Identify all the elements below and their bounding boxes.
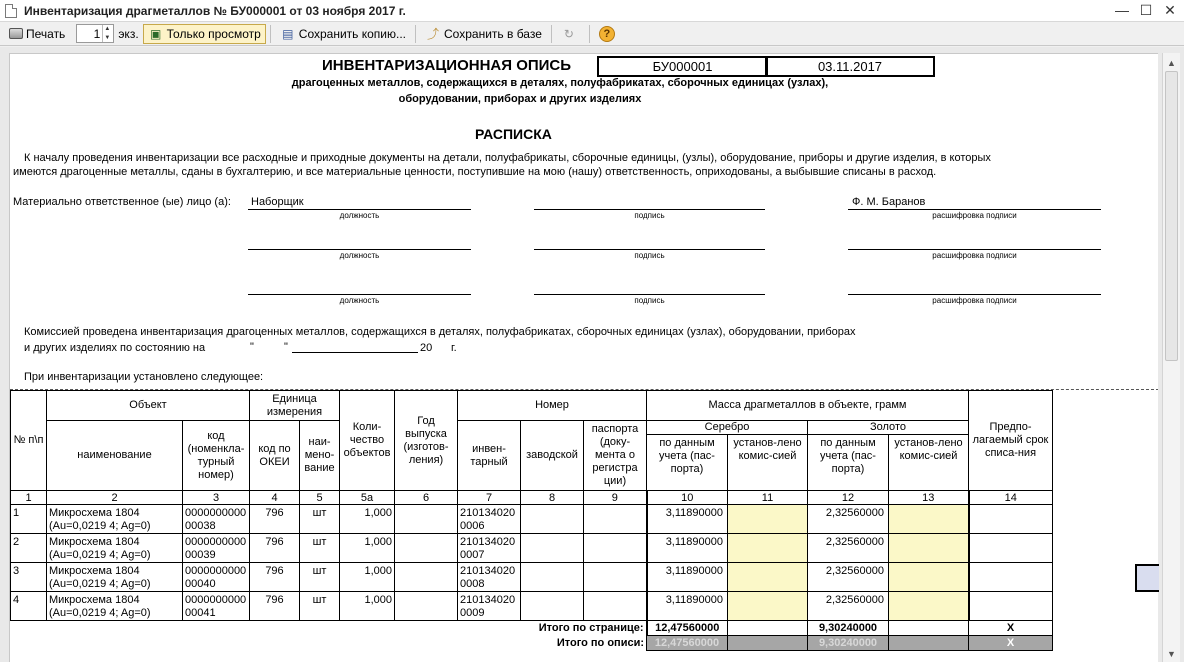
header-qty: Коли-чество объектов [340, 391, 395, 491]
row-unit: шт [300, 534, 340, 563]
header-gold-acc: по данным учета (пас-порта) [808, 435, 889, 490]
row-name: Микросхема 1804 (Au=0,0219 4; Ag=0) [47, 534, 183, 563]
total-inv-silver: 12,47560000 [647, 636, 728, 651]
total-page-label: Итого по странице: [538, 622, 644, 635]
row-year [395, 534, 458, 563]
doc-subtitle-2: оборудовании, приборах и других изделиях [398, 93, 642, 105]
total-page-silver: 12,47560000 [647, 621, 728, 636]
mol-position: Наборщик [251, 196, 304, 208]
quote-open: " [250, 341, 254, 353]
row-qty: 1,000 [340, 505, 395, 534]
help-icon: ? [599, 26, 615, 42]
header-year: Год выпуска (изготов-ления) [395, 391, 458, 491]
header-unit: Единица измерения [250, 391, 340, 421]
spreadsheet-document[interactable] [9, 53, 1158, 662]
row-inv: 210134020 0009 [458, 592, 521, 621]
spin-down-icon[interactable]: ▼ [104, 35, 111, 41]
year-suffix: г. [451, 342, 457, 354]
doc-title: ИНВЕНТАРИЗАЦИОННАЯ ОПИСЬ [322, 57, 572, 74]
caption-decode: расшифровка подписи [932, 251, 1017, 260]
header-name: наименование [47, 421, 183, 491]
toolbar-separator [551, 25, 552, 43]
header-mass: Масса драгметаллов в объекте, грамм [647, 391, 969, 421]
toolbar [0, 22, 1184, 46]
copies-stepper[interactable] [102, 25, 111, 42]
column-number: 5а [340, 491, 395, 505]
signature-line [534, 249, 765, 250]
total-inv-silver-comm [728, 636, 808, 651]
row-gold-comm[interactable] [889, 563, 969, 592]
view-only-label: Только просмотр [166, 26, 261, 41]
caption-position: должность [339, 211, 380, 220]
signature-line [848, 294, 1101, 295]
row-qty: 1,000 [340, 592, 395, 621]
row-okei: 796 [250, 505, 300, 534]
row-year [395, 592, 458, 621]
row-num: 2 [11, 534, 47, 563]
toolbar-separator [270, 25, 271, 43]
save-db-label: Сохранить в базе [444, 26, 542, 41]
row-passport [584, 592, 647, 621]
date-line [292, 352, 418, 353]
row-term [969, 534, 1053, 563]
column-number: 8 [521, 491, 584, 505]
help-button[interactable] [594, 24, 620, 44]
caption-signature: подпись [634, 211, 665, 220]
column-number-row [11, 491, 1053, 505]
floppy-icon: ▤ [282, 26, 294, 41]
row-code: 0000000000 00039 [183, 534, 250, 563]
row-silver: 3,11890000 [647, 534, 728, 563]
row-factory [521, 563, 584, 592]
view-only-button[interactable] [143, 24, 266, 44]
year-prefix: 20 [420, 342, 433, 354]
caption-signature: подпись [634, 296, 665, 305]
print-button[interactable] [4, 24, 70, 44]
header-gold: Золото [870, 421, 906, 433]
row-gold: 2,32560000 [808, 592, 889, 621]
header-silver-acc: по данным учета (пас-порта) [647, 435, 728, 490]
maximize-icon[interactable]: ☐ [1139, 2, 1153, 18]
row-term [969, 563, 1053, 592]
row-silver: 3,11890000 [647, 563, 728, 592]
view-only-icon: ▣ [149, 26, 162, 41]
header-gold-comm: установ-лено комис-сией [894, 437, 963, 462]
total-page-row [11, 621, 1053, 636]
row-gold-comm[interactable] [889, 592, 969, 621]
row-gold-comm[interactable] [889, 534, 969, 563]
row-gold: 2,32560000 [808, 563, 889, 592]
column-number: 12 [808, 491, 889, 505]
doc-number: БУ000001 [597, 56, 768, 77]
column-number: 7 [458, 491, 521, 505]
header-silver-comm: установ-лено комис-сией [728, 435, 808, 490]
save-db-button[interactable] [420, 24, 547, 44]
spin-up-icon[interactable]: ▲ [104, 26, 111, 32]
row-unit: шт [300, 563, 340, 592]
quote-close: " [284, 341, 288, 353]
header-factory: заводской [521, 421, 584, 491]
row-okei: 796 [250, 563, 300, 592]
table-row [11, 505, 1053, 534]
table-row [11, 534, 1053, 563]
header-inv: инвен-тарный [458, 421, 521, 491]
commission-text-2: и других изделиях по состоянию на [24, 342, 206, 354]
signature-line [248, 249, 471, 250]
column-number: 11 [728, 491, 808, 505]
doc-subtitle-1: драгоценных металлов, содержащихся в деталях, полуфабрикатах, сборочных единицах (узлах), [291, 77, 829, 89]
column-number: 5 [300, 491, 340, 505]
signature-line [248, 209, 471, 210]
column-number: 4 [250, 491, 300, 505]
window-title-bar [0, 0, 1184, 22]
row-silver: 3,11890000 [647, 505, 728, 534]
table-header-row [11, 391, 1053, 421]
column-number: 2 [47, 491, 183, 505]
row-qty: 1,000 [340, 534, 395, 563]
caption-position: должность [339, 251, 380, 260]
total-page-silver-comm [728, 621, 808, 636]
header-term: Предпо-лагаемый срок списа-ния [969, 391, 1053, 491]
total-inv-gold-comm [889, 636, 969, 651]
document-icon [5, 4, 17, 18]
row-year [395, 563, 458, 592]
column-number: 6 [395, 491, 458, 505]
row-code: 0000000000 00041 [183, 592, 250, 621]
row-term [969, 592, 1053, 621]
printer-icon [9, 28, 23, 39]
scrollbar-thumb[interactable] [1165, 71, 1178, 361]
commission-text-1: Комиссией проведена инвентаризация драгоценных металлов, содержащихся в деталях, полуфабрикатах, сборочных единицах (узлах), оборудовании, приборах [24, 326, 856, 338]
caption-decode: расшифровка подписи [932, 296, 1017, 305]
row-num: 3 [11, 563, 47, 592]
save-db-icon: ⤴ [427, 26, 440, 41]
inventory-table [10, 390, 1053, 651]
mol-label: Материально ответственное (ые) лицо (а): [13, 196, 231, 208]
copies-suffix: экз. [118, 26, 139, 41]
signature-line [534, 209, 765, 210]
total-inv-label: Итого по описи: [556, 637, 644, 649]
signature-line [848, 249, 1101, 250]
row-passport [584, 563, 647, 592]
total-inv-mark: X [969, 636, 1053, 651]
total-page-gold-comm [889, 621, 969, 636]
row-gold-comm[interactable] [889, 505, 969, 534]
caption-position: должность [339, 296, 380, 305]
close-icon[interactable]: ✕ [1164, 2, 1176, 18]
row-name: Микросхема 1804 (Au=0,0219 4; Ag=0) [47, 592, 183, 621]
row-inv: 210134020 0006 [458, 505, 521, 534]
window-controls [1114, 2, 1178, 18]
header-unit-name: наи-мено-вание [300, 421, 340, 491]
total-page-gold: 9,30240000 [808, 621, 889, 636]
signature-line [534, 294, 765, 295]
receipt-title: РАСПИСКА [475, 126, 552, 142]
row-num: 4 [11, 592, 47, 621]
row-unit: шт [300, 505, 340, 534]
scroll-down-icon[interactable]: ▼ [1167, 649, 1176, 659]
row-silver-comm[interactable] [728, 534, 808, 563]
print-label: Печать [26, 26, 66, 41]
total-inv-gold: 9,30240000 [808, 636, 889, 651]
header-mass-sub [647, 421, 969, 491]
row-passport [584, 505, 647, 534]
table-row [11, 592, 1053, 621]
caption-signature: подпись [634, 251, 665, 260]
copies-value: 1 [93, 26, 101, 41]
doc-date: 03.11.2017 [765, 56, 935, 77]
total-page-mark: X [969, 621, 1053, 636]
refresh-button[interactable] [556, 24, 585, 44]
column-number: 9 [584, 491, 647, 505]
row-factory [521, 534, 584, 563]
selected-cell-fragment[interactable] [1135, 564, 1159, 592]
row-num: 1 [11, 505, 47, 534]
row-gold: 2,32560000 [808, 505, 889, 534]
column-number: 1 [11, 491, 47, 505]
found-label: При инвентаризации установлено следующее: [24, 371, 264, 383]
row-silver-comm[interactable] [728, 505, 808, 534]
receipt-text-1: К началу проведения инвентаризации все расходные и приходные документы на детали, полуфабрикаты, сборочные единицы, (узлы), оборудование, приборы и другие изделия, в которых [24, 152, 991, 164]
row-inv: 210134020 0008 [458, 563, 521, 592]
mol-name: Ф. М. Баранов [852, 196, 926, 208]
row-okei: 796 [250, 592, 300, 621]
row-code: 0000000000 00040 [183, 563, 250, 592]
vertical-scrollbar[interactable] [1162, 53, 1180, 662]
receipt-text-2: имеются драгоценные металлы, сданы в бухгалтерию, и все материальные ценности, поступившие на мою (нашу) ответственность, оприходованы, а выбывшие списаны в расход. [13, 166, 937, 178]
row-inv: 210134020 0007 [458, 534, 521, 563]
row-silver-comm[interactable] [728, 592, 808, 621]
header-passport: паспорта (доку-мента о регистра ции) [584, 421, 647, 491]
caption-decode: расшифровка подписи [932, 211, 1017, 220]
row-code: 0000000000 00038 [183, 505, 250, 534]
row-name: Микросхема 1804 (Au=0,0219 4; Ag=0) [47, 505, 183, 534]
minimize-icon[interactable]: — [1115, 2, 1129, 18]
column-number: 10 [647, 491, 728, 505]
row-qty: 1,000 [340, 563, 395, 592]
table-row [11, 563, 1053, 592]
header-okei: код по ОКЕИ [250, 421, 300, 491]
toolbar-separator [415, 25, 416, 43]
signature-line [248, 294, 471, 295]
window-title: Инвентаризация драгметаллов № БУ000001 от 03 ноября 2017 г. [24, 3, 406, 18]
header-code: код (номенкла-турный номер) [183, 421, 250, 491]
row-silver-comm[interactable] [728, 563, 808, 592]
toolbar-separator [589, 25, 590, 43]
scroll-up-icon[interactable]: ▲ [1167, 58, 1176, 68]
header-number: Номер [458, 391, 647, 421]
document-area [0, 47, 1184, 662]
save-copy-button[interactable] [275, 24, 411, 44]
total-inv-row [11, 636, 1053, 651]
row-unit: шт [300, 592, 340, 621]
header-silver: Серебро [647, 421, 808, 434]
column-number: 3 [183, 491, 250, 505]
save-copy-label: Сохранить копию... [298, 26, 407, 41]
header-num: № п\п [11, 391, 47, 491]
row-passport [584, 534, 647, 563]
column-number: 14 [969, 491, 1053, 505]
copies-input[interactable] [76, 24, 114, 43]
row-year [395, 505, 458, 534]
row-term [969, 505, 1053, 534]
column-number: 13 [889, 491, 969, 505]
table-header-row [11, 421, 1053, 491]
row-silver: 3,11890000 [647, 592, 728, 621]
row-factory [521, 505, 584, 534]
row-okei: 796 [250, 534, 300, 563]
row-factory [521, 592, 584, 621]
refresh-icon: ↻ [563, 26, 574, 41]
header-object: Объект [47, 391, 250, 421]
signature-line [848, 209, 1101, 210]
row-gold: 2,32560000 [808, 534, 889, 563]
row-name: Микросхема 1804 (Au=0,0219 4; Ag=0) [47, 563, 183, 592]
